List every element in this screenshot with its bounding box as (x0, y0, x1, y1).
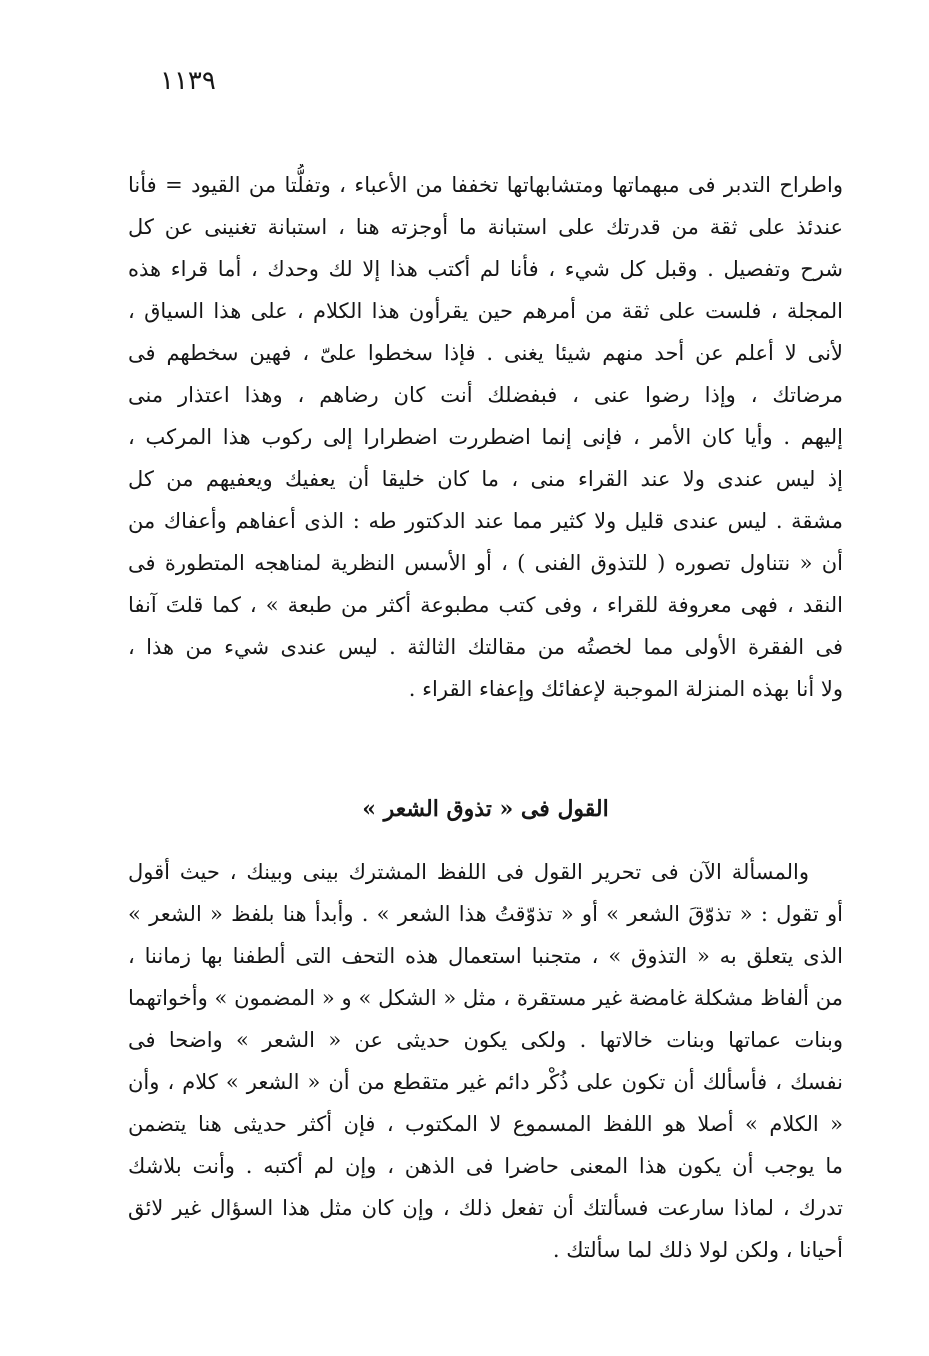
page-number: ١١٣٩ (160, 66, 216, 96)
paragraph-2 (128, 851, 843, 1271)
text-line: مشقة . ليس عندى قليل ولا كثير مما عند الدكتور طه : الذى أعفاهم وأعفاك من (128, 509, 843, 533)
text-line: مرضاتك ، وإذا رضوا عنى ، فبفضلك أنت كان رضاهم ، وهذا اعتذار منى (128, 383, 843, 407)
text-line: أن « نتناول تصوره ( للتذوق الفنى ) ، أو الأسس النظرية لمناهجه المتطورة فى (128, 551, 843, 575)
text-line: فى الفقرة الأولى مما لخصتُه من مقالتك الثالثة . ليس عندى شيء من هذا ، (128, 635, 843, 659)
text-line: تدرك ، لماذا سارعت فسألتك أن تفعل ذلك ، وإن كان مثل هذا السؤال غير لائق (128, 1196, 843, 1220)
text-line: نفسك ، فأسألك أن تكون على ذُكْر دائم غير متقطع من أن « الشعر » كلام ، وأن (128, 1070, 843, 1094)
text-line: المجلة ، فلست على ثقة من أمرهم حين يقرأون هذا الكلام ، على هذا السياق ، (128, 299, 843, 323)
text-line: إذ ليس عندى ولا عند القراء منى ، ما كان خليقا أن يعفيك ويعفيهم من كل (128, 467, 843, 491)
text-line: ولا أنا بهذه المنزلة الموجبة لإعفائك وإعفاء القراء . (408, 677, 843, 701)
text-line: لأنى لا أعلم عن أحد منهم شيئا يغنى . فإذا سخطوا علىّ ، فهين سخطهم فى (128, 341, 843, 365)
text-line: والمسألة الآن فى تحرير القول فى اللفظ المشترك بينى وبينك ، حيث أقول (128, 860, 809, 884)
text-line: واطراح التدبر فى مبهماتها ومتشابهاتها تخففا من الأعباء ، وتفلُّتا من القيود = فأنا (128, 173, 843, 197)
text-line: إليهم . وأيا كان الأمر ، فإنى إنما اضطررت اضطرارا إلى ركوب هذا المركب ، (128, 425, 843, 449)
text-line: النقد ، فهى معروفة للقراء ، وفى كتب مطبوعة أكثر من طبعة » ، كما قلتَ آنفا (128, 593, 843, 617)
text-line: أو تقول : « تذوّقَ الشعر » أو « تذوّقتُ هذا الشعر » . وأبدأ هنا بلفظ « الشعر » (128, 902, 843, 926)
text-line: وبنات عماتها وبنات خالاتها . ولكى يكون حديثى عن « الشعر » واضحا فى (128, 1028, 843, 1052)
text-line: أحيانا ، ولكن لولا ذلك لما سألتك . (552, 1238, 843, 1262)
text-line: شرح وتفصيل . وقبل كل شيء ، فأنا لم أكتب هذا إلا لك وحدك ، أما قراء هذه (128, 257, 843, 281)
paragraph-1 (128, 164, 843, 710)
text-line: من ألفاظ مشكلة غامضة غير مستقرة ، مثل « الشكل » و « المضمون » وأخواتهما (128, 986, 843, 1010)
text-line: الذى يتعلق به « التذوق » ، متجنبا استعمال هذه التحف التى ألطفنا بها زماننا ، (128, 944, 843, 968)
section-heading: القول فى « تذوق الشعر » (362, 796, 609, 822)
text-line: ما يوجب أن يكون هذا المعنى حاضرا فى الذهن ، وإن لم أكتبه . وأنت بلاشك (128, 1154, 843, 1178)
text-line: « الكلام » أصلا هو اللفظ المسموع لا المكتوب ، فإن أكثر حديثى هنا يتضمن (128, 1112, 843, 1136)
text-line: عندئذ على ثقة من قدرتك على استبانة ما أوجزته هنا ، استبانة تغنينى عن كل (128, 215, 843, 239)
